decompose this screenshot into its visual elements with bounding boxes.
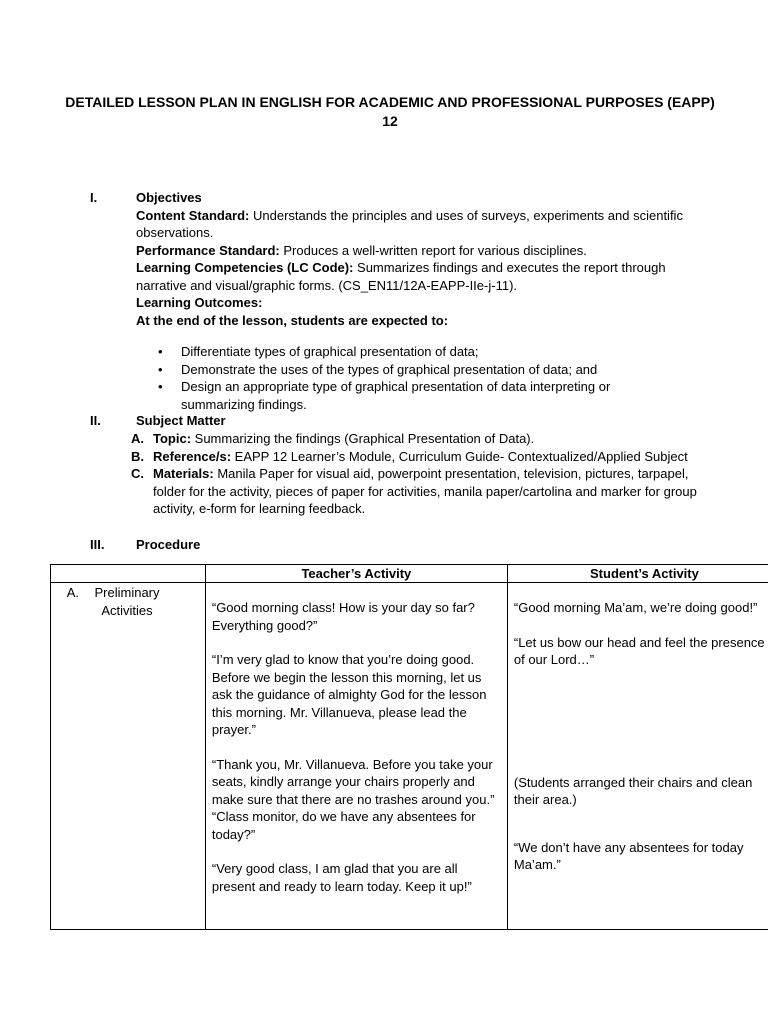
student-line: (Students arranged their chairs and clean their area.) (513, 774, 753, 807)
student-line: “Let us bow our head and feel the presence of our Lord…” (513, 634, 765, 667)
list-item: • Differentiate types of graphical presentation of data; (158, 343, 678, 361)
table-header-row (51, 565, 768, 583)
teacher-line: “Good morning class! How is your day so far? Everything good?” (211, 600, 475, 633)
subject-matter-list (131, 430, 711, 518)
phase-label: Preliminary Activities (94, 585, 160, 618)
header-teacher-activity: Teacher’s Activity (205, 565, 507, 583)
section-heading: Objectives (136, 190, 202, 205)
teacher-line: “Very good class, I am glad that you are all present and ready to learn today. Keep it up!” (211, 861, 472, 894)
header-student-activity: Student’s Activity (507, 565, 768, 583)
reference-item: B. Reference/s: EAPP 12 Learner’s Module, Curriculum Guide- Contextualized/Applied Subject (131, 448, 688, 464)
learning-competencies: Learning Competencies (LC Code): Summarizes findings and executes the report through narrative and visual/graphic forms. (CS_EN11/12A-EAPP-IIe-j-11). (136, 260, 666, 293)
content-standard: Content Standard: Understands the principles and uses of surveys, experiments and scientific observations. (136, 207, 683, 240)
teacher-activity-cell (205, 583, 507, 930)
topic-item: A. Topic: Summarizing the findings (Graphical Presentation of Data). (131, 431, 535, 446)
teacher-line: “Thank you, Mr. Villanueva. Before you take your seats, kindly arrange your chairs properly and make sure that there are no trashes around you.” (211, 756, 495, 807)
outcomes-heading: Learning Outcomes: (136, 295, 263, 310)
list-item: • Demonstrate the uses of the types of graphical presentation of data; and (158, 361, 678, 379)
table-row (51, 583, 768, 930)
procedure-table (50, 564, 768, 930)
subject-matter-heading: II. Subject Matter (90, 413, 226, 428)
teacher-line: “I’m very glad to know that you’re doing good. Before we begin the lesson this morning, let us ask the guidance of almighty God for the lesson this morning. Mr. Villanueva, please lead the prayer.” (211, 652, 487, 737)
outcomes-intro: At the end of the lesson, students are expected to: (136, 312, 449, 328)
student-line: “Good morning Ma’am, we’re doing good!” (513, 600, 758, 615)
section-number: I. (90, 190, 98, 205)
teacher-line: “Class monitor, do we have any absentees for today?” (211, 809, 476, 842)
procedure-heading: III. Procedure (90, 537, 201, 552)
outcomes-list (158, 343, 678, 413)
student-line: “We don’t have any absentees for today Ma’am.” (513, 839, 744, 872)
materials-item: C. Materials: Manila Paper for visual aid, powerpoint presentation, television, pictures, tarpapel, folder for the activity, pieces of paper for activities, manila paper/cartolina and marker for group activity, e-form for learning feedback. (131, 466, 697, 516)
phase-cell: A. Preliminary Activities (51, 583, 206, 930)
performance-standard: Performance Standard: Produces a well-written report for various disciplines. (136, 242, 587, 258)
student-activity-cell (507, 583, 768, 930)
list-item: • Design an appropriate type of graphical presentation of data interpreting or summarizing findings. (158, 378, 678, 413)
objectives-section (90, 189, 710, 329)
document-title: DETAILED LESSON PLAN IN ENGLISH FOR ACADEMIC AND PROFESSIONAL PURPOSES (EAPP) 12 (65, 94, 715, 129)
header-cell-empty (51, 565, 206, 583)
